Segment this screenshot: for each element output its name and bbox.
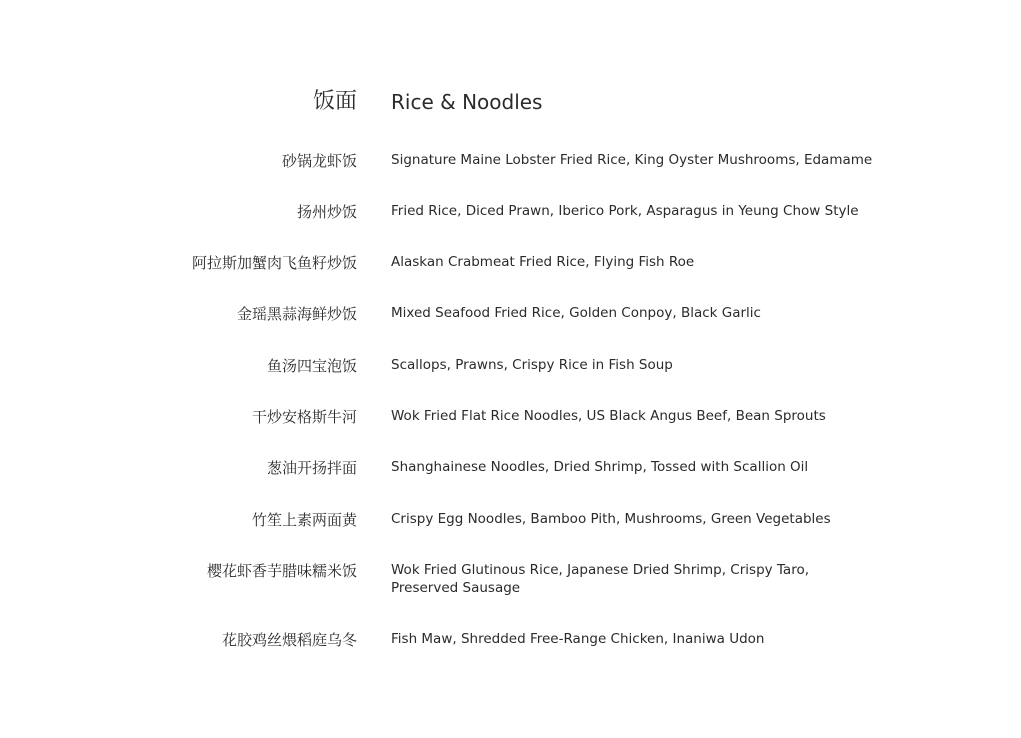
- dish-description-line: Wok Fried Flat Rice Noodles, US Black Angus Beef, Bean Sprouts: [391, 408, 826, 424]
- dish-description-line: Scallops, Prawns, Crispy Rice in Fish Soup: [391, 357, 673, 373]
- dish-description-english: [391, 202, 861, 220]
- dish-description-english: [391, 458, 861, 476]
- dish-description-english: [391, 253, 861, 271]
- dish-description-english: [391, 356, 861, 374]
- dish-name-chinese: 樱花虾香芋腊味糯米饭: [206, 562, 357, 580]
- dish-name-chinese: 扬州炒饭: [296, 203, 357, 221]
- dish-name-chinese: 花胶鸡丝煨稻庭乌冬: [221, 631, 357, 649]
- dish-description-line: Fish Maw, Shredded Free-Range Chicken, Inaniwa Udon: [391, 631, 765, 647]
- dish-description-line: Preserved Sausage: [391, 580, 521, 596]
- dish-description-line: Mixed Seafood Fried Rice, Golden Conpoy, Black Garlic: [391, 305, 761, 321]
- dish-description-line: Wok Fried Glutinous Rice, Japanese Dried Shrimp, Crispy Taro,: [391, 562, 810, 578]
- section-title-english: Rice & Noodles: [391, 90, 543, 114]
- dish-description-english: [391, 151, 873, 169]
- dish-description-english: [391, 561, 861, 597]
- dish-description-line: Signature Maine Lobster Fried Rice, King Oyster Mushrooms, Edamame: [391, 152, 873, 168]
- dish-description-english: [391, 510, 861, 528]
- dish-name-chinese: 阿拉斯加蟹肉飞鱼籽炒饭: [191, 254, 357, 272]
- dish-description-line: Shanghainese Noodles, Dried Shrimp, Tossed with Scallion Oil: [391, 459, 809, 475]
- dish-name-chinese: 葱油开扬拌面: [266, 459, 357, 477]
- dish-name-chinese: 干炒安格斯牛河: [251, 408, 357, 426]
- section-title-chinese: 饭面: [312, 89, 357, 114]
- dish-description-english: [391, 630, 861, 648]
- dish-description-english: [391, 407, 861, 425]
- dish-description-line: Alaskan Crabmeat Fried Rice, Flying Fish Roe: [391, 254, 695, 270]
- dish-name-chinese: 鱼汤四宝泡饭: [266, 357, 357, 375]
- dish-name-chinese: 金瑶黑蒜海鲜炒饭: [236, 305, 357, 323]
- dish-name-chinese: 竹笙上素两面黄: [251, 511, 357, 529]
- dish-description-line: Crispy Egg Noodles, Bamboo Pith, Mushrooms, Green Vegetables: [391, 511, 831, 527]
- dish-description-english: [391, 304, 861, 322]
- dish-description-line: Fried Rice, Diced Prawn, Iberico Pork, Asparagus in Yeung Chow Style: [391, 203, 859, 219]
- dish-name-chinese: 砂锅龙虾饭: [281, 152, 357, 170]
